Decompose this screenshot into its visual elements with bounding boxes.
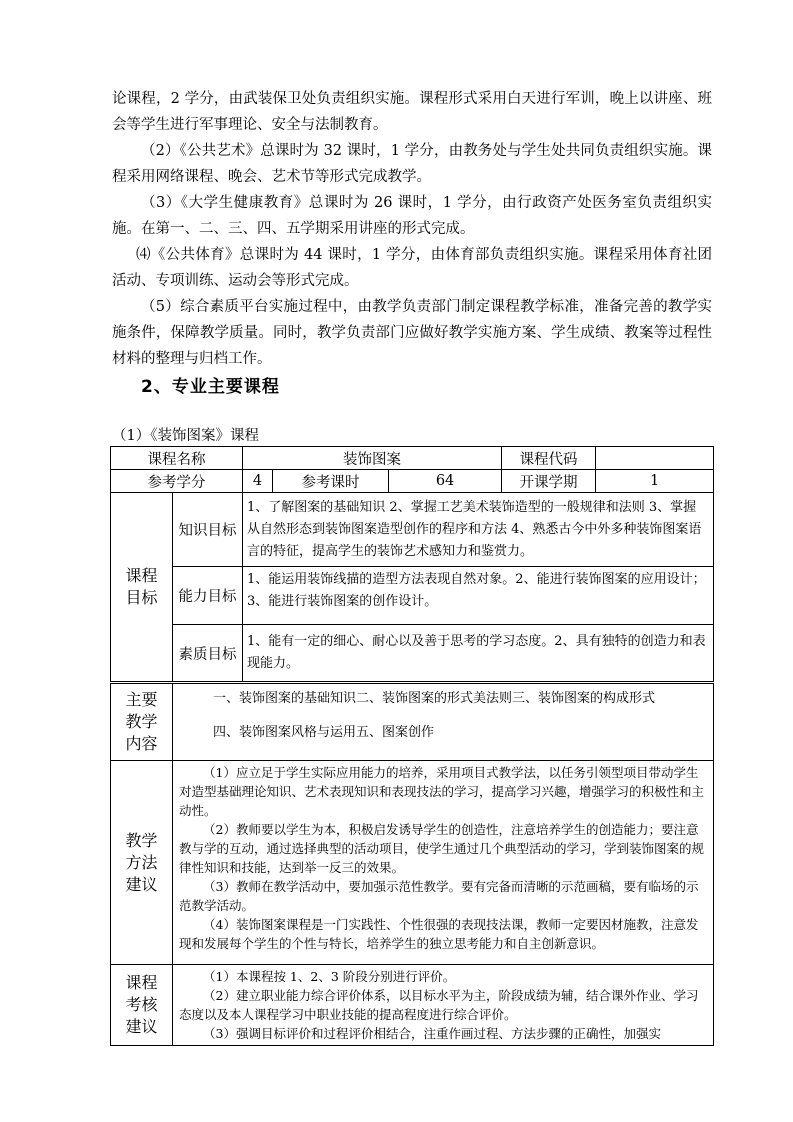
section-heading: 2、专业主要课程 [141,377,280,397]
assess-cell [173,965,714,1046]
course-code-value [596,447,714,470]
intro-paragraph: （3）《大学生健康教育》总课时为 26 课时，1 学分，由行政资产处医务室负责组织实施。在第一、二、三、四、五学期采用讲座的形式完成。 [112,195,712,237]
course-table [110,446,714,1046]
method-paragraph: （1）应立足于学生实际应用能力的培养，采用项目式教学法，以任务引领型项目带动学生对造型基础理论知识、艺术表现知识和表现技法的学习，提高学习兴趣，增强学习的积极性和主动性。 [179,765,705,818]
semester-value: 1 [596,470,714,493]
method-paragraph: （2）教师要以学生为本，积极启发诱导学生的创造性，注意培养学生的创造能力；要注意教与学的互动，通过选择典型的活动项目，使学生通过几个典型活动的学习，学到装饰图案的规律性知识和技能，达到举一反三的效果。 [179,822,705,875]
method-label: 教学方法建议 [111,761,173,965]
content-line: 四、装饰图案风格与运用五、图案创作 [213,725,435,740]
method-cell [173,761,714,965]
ability-goal-text: 1、能运用装饰线描的造型方法表现自然对象。2、能进行装饰图案的应用设计；3、能进行装饰图案的创作设计。 [243,567,714,625]
content-cell [173,683,714,761]
assess-paragraph: （2）建立职业能力综合评价体系，以目标水平为主，阶段成绩为辅，结合课外作业、学习态度以及本人课程学习中职业技能的提高程度进行综合评价。 [179,988,699,1022]
quality-goal-text: 1、能有一定的细心、耐心以及善于思考的学习态度。2、具有独特的创造力和表现能力。 [243,625,714,683]
intro-paragraphs [112,86,712,372]
knowledge-goal-label: 知识目标 [173,493,243,567]
assess-paragraph: （1）本课程按 1、2、3 阶段分别进行评价。 [203,969,456,984]
course-name-value: 装饰图案 [243,447,502,470]
intro-paragraph: （2）《公共艺术》总课时为 32 课时，1 学分，由教务处与学生处共同负责组织实施。课程采用网络课程、晚会、艺术节等形式完成教学。 [112,143,712,185]
intro-paragraph: 论课程，2 学分，由武装保卫处负责组织实施。课程形式采用白天进行军训，晚上以讲座、班会等学生进行军事理论、安全与法制教育。 [112,91,712,133]
method-paragraph: （3）教师在教学活动中，要加强示范性教学。要有完备而清晰的示范画稿，要有临场的示范教学活动。 [179,879,699,913]
table-caption: （1）《装饰图案》课程 [112,428,259,444]
intro-paragraph: ⑷《公共体育》总课时为 44 课时，1 学分，由体育部负责组织实施。课程采用体育社团活动、专项训练、运动会等形式完成。 [112,247,712,289]
intro-paragraph: （5）综合素质平台实施过程中，由教学负责部门制定课程教学标准，准备完善的教学实施条件，保障教学质量。同时，教学负责部门应做好教学实施方案、学生成绩、教案等过程性材料的整理与归档工作。 [112,299,712,367]
ability-goal-label: 能力目标 [173,567,243,625]
assess-label: 课程考核建议 [111,965,173,1046]
hours-label: 参考课时 [273,470,389,493]
course-name-label: 课程名称 [111,447,243,470]
content-line: 一、装饰图案的基础知识二、装饰图案的形式美法则三、装饰图案的构成形式 [213,691,656,706]
assess-paragraph: （3）强调目标评价和过程评价相结合，注重作画过程、方法步骤的正确性，加强实 [203,1026,661,1041]
credit-label: 参考学分 [111,470,243,493]
goals-label: 课程目标 [111,493,173,683]
course-code-label: 课程代码 [502,447,596,470]
content-label: 主要教学内容 [111,683,173,761]
knowledge-goal-text: 1、了解图案的基础知识 2、掌握工艺美术装饰造型的一般规律和法则 3、掌握从自然形态到装饰图案造型创作的程序和方法 4、熟悉古今中外多种装饰图案语言的特征，提高学生的装饰艺术感知力和鉴赏力。 [243,493,714,567]
semester-label: 开课学期 [502,470,596,493]
hours-value: 64 [389,470,502,493]
quality-goal-label: 素质目标 [173,625,243,683]
method-paragraph: （4）装饰图案课程是一门实践性、个性很强的表现技法课，教师一定要因材施教，注意发现和发展每个学生的个性与特长，培养学生的独立思考能力和自主创新意识。 [179,917,699,951]
credit-value: 4 [243,470,273,493]
